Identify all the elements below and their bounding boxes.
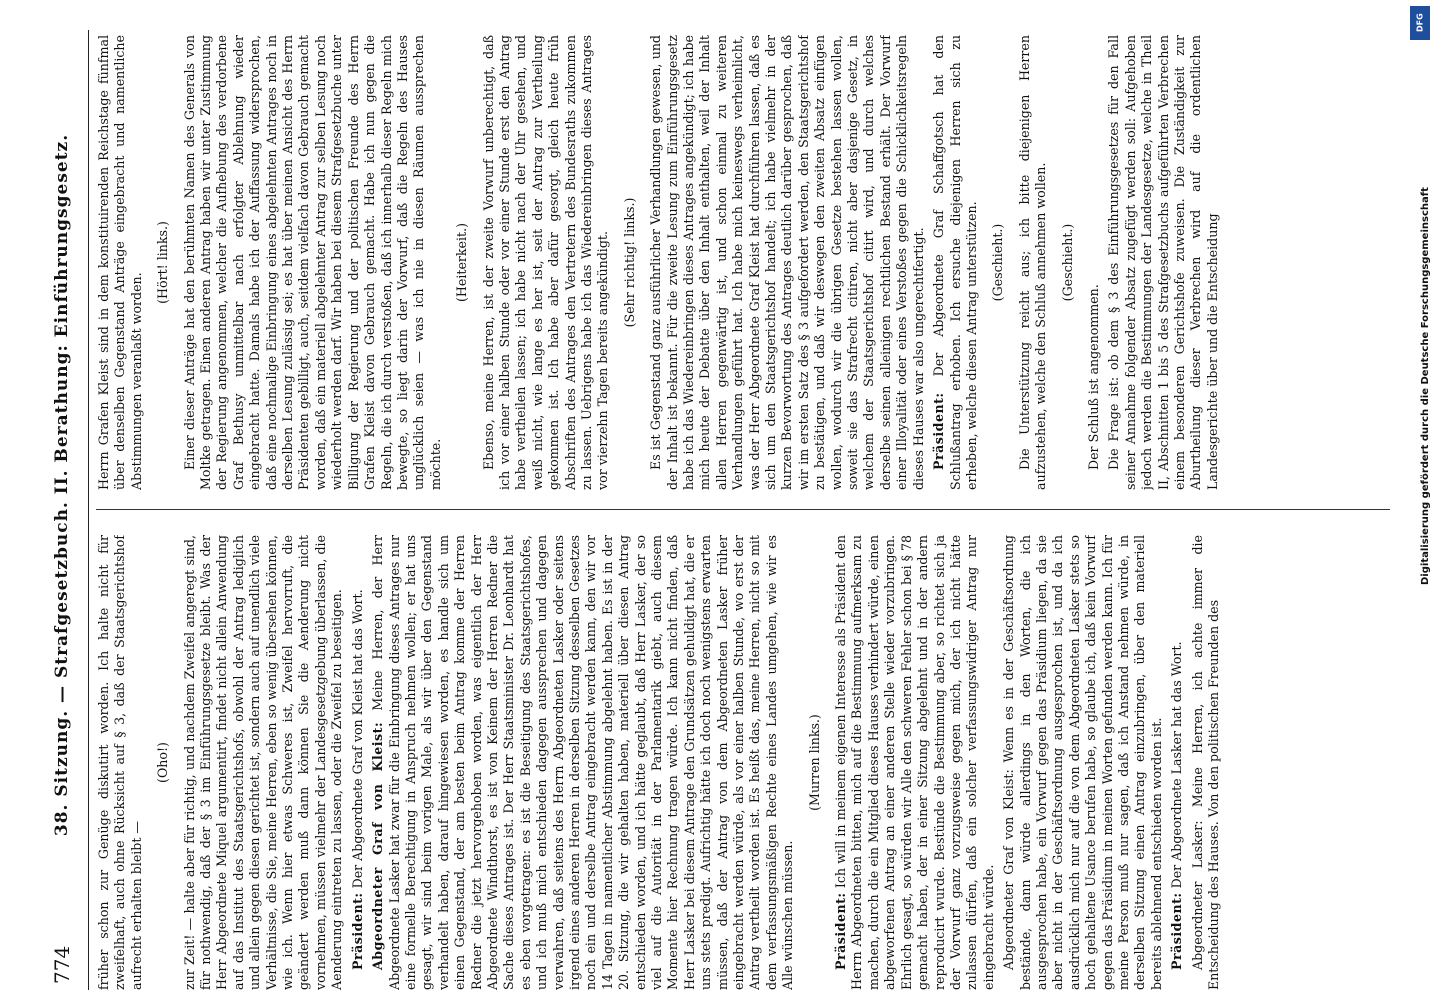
- paragraph-text: (Hört! links.): [155, 221, 171, 304]
- paragraph-text: Abgeordneter Lasker: Meine Herren, ich achte immer die Entscheidung des Hauses. Von den politischen Freunden des: [1189, 535, 1221, 990]
- page-title: 38. Sitzung. — Strafgesetzbuch. II. Berathung: Einführungsgesetz.: [52, 133, 72, 837]
- paragraph-text: Ich will in meinem eigenen Interesse als Präsident den Herrn Abgeordneten bitten, mich auf die Bestimmung aufmerksam zu machen, durch die ein Mitglied dieses Hauses verhindert würde, einen abgeworfenen Antrag an einer anderen Stelle wieder vorzubringen. Ehrlich gesagt, so würden wir Alle den schweren Fehler schon bei § 78 gemacht haben, der in einer Sitzung abgelehnt und in der andern reproducirt wurde. Bestünde die Bestimmung aber, so richtet sich ja der Vorwurf ganz vorzugsweise gegen mich, der ich nicht hätte zulassen dürfen, daß ein solcher verfassungswidriger Antrag nur eingebracht würde.: [833, 535, 996, 990]
- paragraph-text: Der Schluß ist angenommen.: [1085, 284, 1101, 470]
- paragraph: [833, 535, 997, 990]
- paragraph: [1001, 535, 1165, 990]
- paragraph-text: (Geschieht.): [990, 223, 1006, 302]
- paragraph-text: (Murren links.): [806, 714, 822, 811]
- paragraph: [96, 535, 145, 990]
- interjection: [155, 35, 171, 490]
- speaker-label: Präsident:: [931, 392, 947, 470]
- column-divider: [96, 509, 1390, 510]
- paragraph-text: Einer dieser Anträge hat den berühmten Namen des Generals von Moltke getragen. Einen anderen Antrag haben wir unter Zustimmung der Regierung angenommen, welcher die Aufhebung des verdorbene Graf Bethusy unmittelbar nach erfolgter Ablehnung wieder eingebracht hatte. Damals habe ich der Auffassung widersprochen, daß eine nochmalige Einbringung eines abgelehnten Antrages noch in derselben Lesung zulässig sei; es hat über meinen Ansicht des Herrn Präsidenten gebilligt, auch, seitdem vielfach davon Gebrauch gemacht worden, daß ein materiell abgelehnter Antrag zur selben Lesung noch wiederholt werden darf. Wir haben bei diesem Strafgesetzbuche unter Billigung der Regierung und der politischen Freunde des Herrn Grafen Kleist davon Gebrauch gemacht. Habe ich nun gegen die Regeln, die ich durch verstoßen, daß ich innerhalb dieser Regeln mich bewegte, so liegt darin der Vorwurf, daß die Regeln des Hauses unglücklich seien — was ich nie in diesen Räumen aussprechen möchte.: [181, 35, 443, 490]
- left-column: [96, 535, 1416, 990]
- paragraph: [182, 35, 445, 490]
- paragraph: [350, 535, 366, 990]
- right-column: [96, 35, 1416, 490]
- paragraph: [481, 35, 612, 490]
- paragraph: [1190, 535, 1223, 990]
- page-number: 774: [50, 945, 74, 984]
- paragraph: [1086, 35, 1102, 490]
- paragraph-text: Ebenso, meine Herren, ist der zweite Vorwurf unberechtigt, daß ich vor einer halben Stunde oder vor einer Stunde erst den Antrag habe vertheilen lassen; ich habe nicht nach der Uhr gesehen, und weiß nicht, wie lange es her ist, seit der Antrag zur Vertheilung gekommen ist. Ich habe aber dafür gesorgt, gleich heute früh Abschriften des Antrages den Vertretern des Bundesraths zukommen zu lassen. Uebrigens habe ich das Wiedereinbringen dieses Antrages vor vierzehn Tagen bereits angekündigt.: [480, 35, 611, 490]
- paragraph-text: Der Abgeordnete Graf Schaffgotsch hat den Schlußantrag erhoben. Ich ersuche diejenigen Herren sich zu erheben, welche diesen Antrag unterstützen.: [931, 35, 979, 490]
- paragraph: [931, 35, 980, 490]
- paragraph-text: Die Frage ist: ob dem § 3 des Einführungsgesetzes für den Fall seiner Annahme folgender Absatz zugefügt werden soll: Aufgehoben jedoch werden die Bestimmungen der Landesgesetze, welche in Theil II, Abschnitten 1 bis 5 des Strafgesetzbuchs aufgeführten Verbrechen einem besonderen Gerichtshofe zuweisen. Die Zuständigkeit zur Aburtheilung dieser Verbrechen wird auf die ordentlichen Landesgerichte über und die Entscheidung: [1106, 35, 1220, 490]
- interjection: [622, 35, 638, 490]
- paragraph: [1017, 35, 1050, 490]
- speaker-label: Präsident:: [1169, 892, 1185, 970]
- paragraph-text: (Heiterkeit.): [454, 223, 470, 302]
- paragraph: [648, 35, 927, 490]
- speaker-label: Präsident:: [833, 892, 849, 970]
- paragraph-text: Abgeordneter Graf von Kleist: Wenn es in der Geschäftsordnung bestände, dann würde allerdings in den Worten, die ich ausgesprochen habe, ein Vorwurf gegen das Präsidium liegen, da sie aber nicht in der Geschäftsordnung ausgesprochen ist, und da ich ausdrücklich mich nur auf die von dem Abgeordneten Lasker stets so hoch gehaltene Usance berufen habe, so glaube ich, daß kein Vorwurf gegen das Präsidium in meinen Worten gefunden werden kann. Ich für meine Person muß nur sagen, daß ich Anstand nehmen würde, in derselben Sitzung einen Antrag einzubringen, über den materiell bereits ablehnend entschieden worden ist.: [1001, 535, 1164, 990]
- rotated-page-content: [40, 30, 1420, 990]
- digitization-note-text: Digitalisierung gefördert durch die Deutsche Forschungsgemeinschaft: [1420, 187, 1431, 585]
- interjection: [454, 35, 470, 490]
- paragraph: [1106, 35, 1221, 490]
- paragraph: [96, 35, 145, 490]
- speaker-label: Präsident:: [349, 892, 365, 970]
- paragraph-text: (Sehr richtig! links.): [621, 197, 637, 328]
- paragraph-text: Der Abgeordnete Lasker hat das Wort.: [1169, 641, 1185, 893]
- dfg-logo-text: DFG: [1415, 13, 1425, 33]
- page-header: [48, 30, 89, 990]
- paragraph-text: Es ist Gegenstand ganz ausführlicher Verhandlungen gewesen, und der Inhalt ist bekannt. Für die zweite Lesung zum Einführungsgesetz habe ich das Wiedereinbringen dieses Antrages angekündigt; ich habe mich heute der Debatte über den Inhalt enthalten, weil der Inhalt allen Herren gegenwärtig ist, und schon einmal zu weiteren Verhandlungen geführt hat. Ich habe mich keineswegs verheimlicht, was der Herr Abgeordnete Graf Kleist hat durchführen lassen, daß es sich um den Staatsgerichtshof handelt; ich habe vielmehr in der kurzen Bevorwortung des Antrages deutlich darüber gesprochen, daß wir im ersten Satz des § 3 aufgefordert werden, den Staatsgerichtshof zu bestätigen, und daß wir deswegen den zweiten Absatz einfügen wollen, wodurch wir die übrigen Gesetze bestehen lassen wollen, soweit sie das Strafrecht citiren, nicht aber dasjenige Gesetz, in welchem der Staatsgerichtshof citirt wird, und durch welches derselbe seinen alleinigen rechtlichen Bestand erhält. Der Vorwurf einer Illoyalität oder eines Verstoßes gegen die Schicklichkeitsregeln dieses Hauses war also ungerechtfertigt.: [648, 35, 926, 490]
- paragraph-text: (Geschieht.): [1059, 223, 1075, 302]
- interjection: [155, 535, 171, 990]
- interjection: [1060, 35, 1076, 490]
- paragraph: [370, 535, 797, 990]
- speaker-label: Abgeordneter Graf von Kleist:: [370, 721, 386, 970]
- interjection: [990, 35, 1006, 490]
- paragraph: [182, 535, 346, 990]
- interjection: [807, 535, 823, 990]
- paragraph-text: früher schon zur Genüge diskutirt worden. Ich halte nicht für zweifelhaft, auch ohne Rücksicht auf § 3, daß der Staatsgerichtshof aufrecht erhalten bleibt —: [96, 535, 144, 990]
- paragraph: [1169, 535, 1185, 990]
- paragraph-text: zur Zeit! — halte aber für richtig, und nachdem Zweifel angeregt sind, für nothwendig, daß der § 3 im Einführungsgesetze bleibt. Was der Herr Abgeordnete Miquel argumentirt, findet nicht allein Anwendung auf das Institut des Staatsgerichtshofs, obwohl der Antrag lediglich und allein gegen diesen gerichtet ist, sondern auch auf unendlich viele Verhältnisse, die Sie, meine Herren, eben so wenig übersehen können, wie ich. Wenn hier etwas Schweres ist, Zweifel hervorruft, die geändert werden muß dann können Sie die Aenderung nicht vornehmen, müssen vielmehr der Landesgesetzgebung überlassen, die Aenderung eintreten zu lassen, oder die Zweifel zu beseitigen.: [181, 535, 345, 990]
- digitization-note: [1406, 0, 1431, 1000]
- paragraph-text: (Oho!): [155, 742, 171, 783]
- paragraph-text: Meine Herren, der Herr Abgeordnete Lasker hat zwar für die Einbringung dieses Antrages nur eine formelle Berechtigung in Anspruch nehmen wollen; er hat uns gesagt, wir sind beim vorigen Male, als wir über den Gegenstand verhandelt haben, darauf hingewiesen worden, es handle sich um einen Gegenstand, der am besten beim Antrag komme der Herren Redner die jetzt hervorgehoben worden, was eigentlich der Herr Abgeordnete Windthorst, es ist von Keinem der Herren Redner die Sache dieses Antrages ist. Der Herr Staatsminister Dr. Leonhardt hat es eben vorgetragen: es ist die Beseitigung des Staatsgerichtshofes, und ich muß mich entschieden dagegen aussprechen und dagegen verwahren, daß seitens des Herrn Abgeordneten Lasker oder seitens irgend eines anderen Herren in derselben Sitzung desselben Gesetzes noch ein und derselbe Antrag eingebracht werden kann, den wir vor 14 Tagen in namentlicher Abstimmung abgelehnt haben. Es ist in der 20. Sitzung, die wir gehalten haben, materiell über diesen Antrag entschieden worden, und ich hätte geglaubt, daß Herr Lasker, der so viel auf die Autorität in der Parlamentarik giebt, auch diesem Momente hier Rechnung tragen würde. Ich kann nicht finden, daß Herr Lasker bei diesem Antrage den Grundsätzen gehuldigt hat, die er uns stets predigt. Aufrichtig hätte ich doch noch wenigstens erwarten müssen, daß der Antrag von dem Abgeordneten Lasker früher eingebracht werden würde, als vor einer halben Stunde, wo erst der Antrag vertheilt worden ist. Es heißt das, meine Herren, nicht so mit dem verfassungsmäßigen Rechte eines Landes umgehen, wie wir es Alle wünschen müssen.: [370, 535, 796, 990]
- paragraph-text: Der Abgeordnete Graf von Kleist hat das Wort.: [349, 589, 365, 893]
- paragraph-text: Herrn Grafen Kleist sind in dem konstituirenden Reichstage fünfmal über denselben Gegenstand Anträge eingebracht und namentliche Abstimmungen veranlaßt worden.: [96, 35, 144, 490]
- paragraph-text: Die Unterstützung reicht aus; ich bitte diejenigen Herren aufzustehen, welche den Schluß annehmen wollen.: [1016, 35, 1049, 490]
